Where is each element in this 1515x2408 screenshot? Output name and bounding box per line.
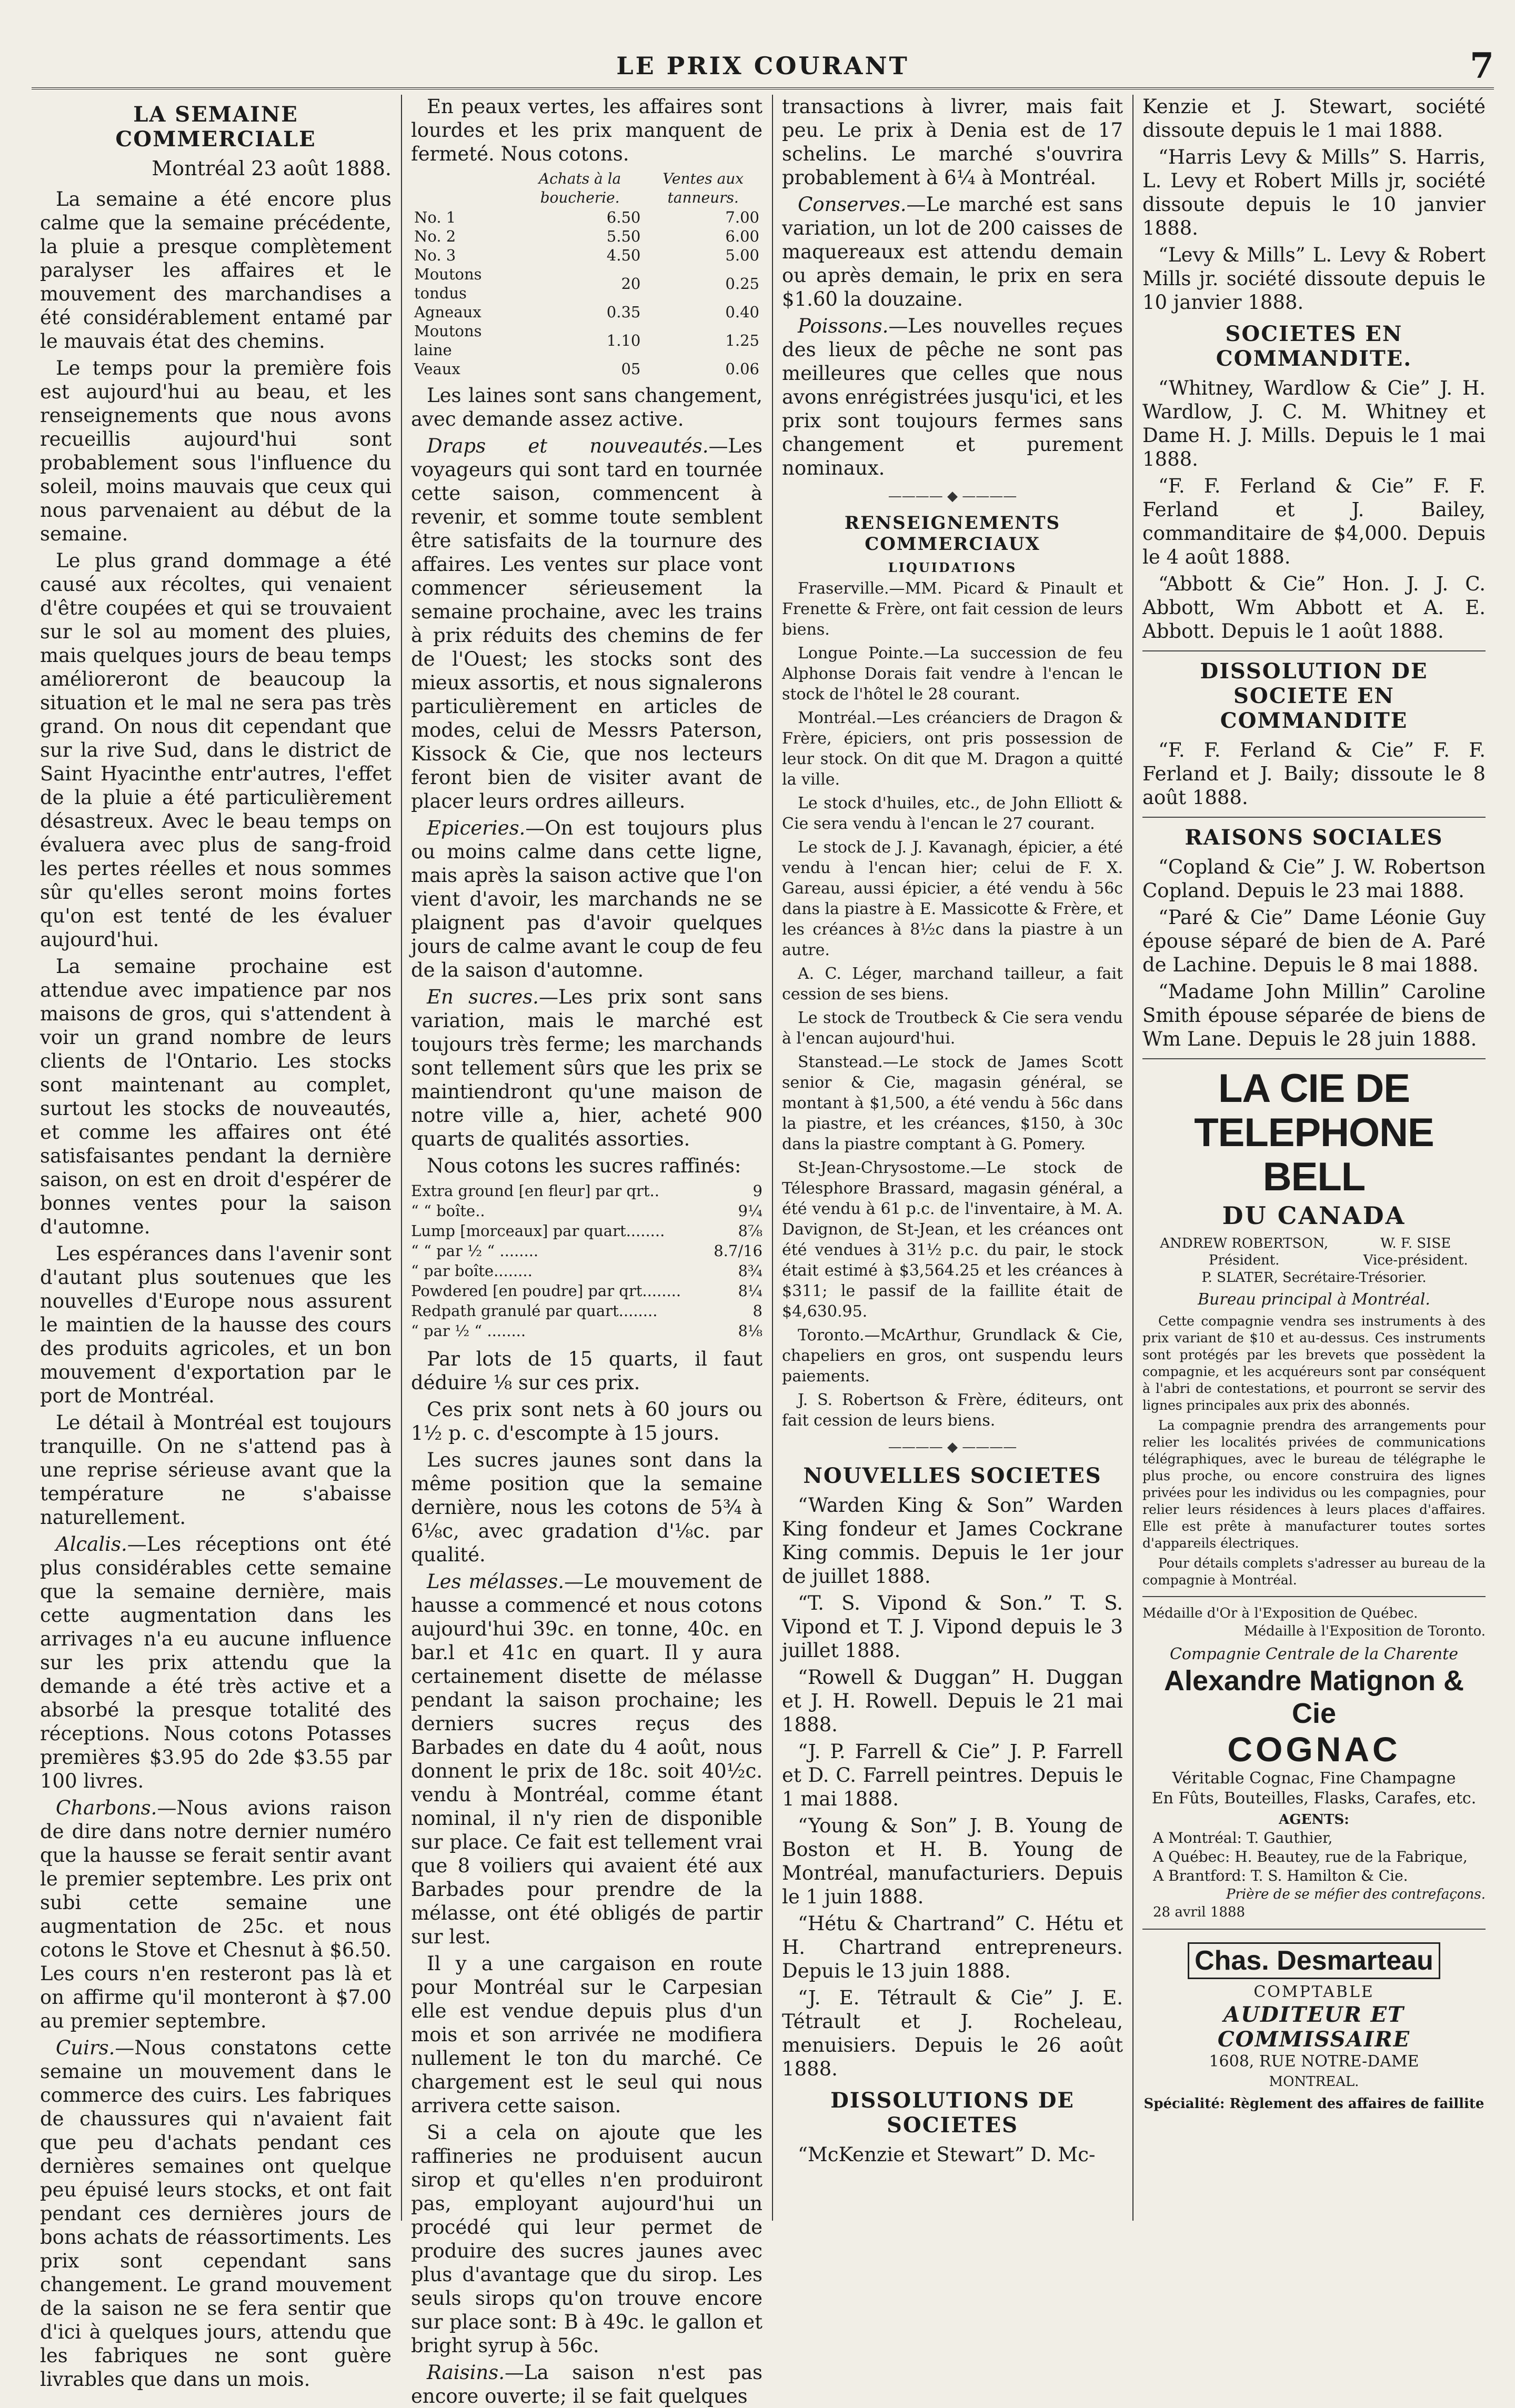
ad-date: 28 avril 1888	[1153, 1904, 1246, 1920]
subject-label: Raisins.	[427, 2361, 505, 2384]
paragraph	[40, 2036, 392, 2391]
officer-name: ANDREW ROBERTSON,	[1160, 1236, 1329, 1251]
table-cell: 4.50	[606, 246, 641, 264]
list-item	[411, 1281, 762, 1301]
officer-name: W. F. SISE	[1380, 1236, 1451, 1251]
list-item	[411, 1261, 762, 1281]
subject-label: Epiceries.	[427, 817, 526, 839]
paragraph: En peaux vertes, les affaires sont lourdes et les prix manquent de fermeté. Nous cotons.	[411, 95, 762, 165]
ornament-divider	[782, 488, 1123, 504]
column-1	[32, 95, 400, 2391]
section-heading: DISSOLUTION DE SOCIETE EN COMMANDITE	[1200, 659, 1428, 733]
paragraph-text: —On est toujours plus ou moins calme dans cette ligne, mais après la saison active que l'on vient d'avoir, les marchands ne se plaignent pas d'avoir quelques jours de calme avant le coup de feu de la saison d'automne.	[411, 817, 762, 981]
paragraph: Kenzie et J. Stewart, société dissoute depuis le 1 mai 1888.	[1142, 95, 1486, 142]
table-cell: Agneaux	[414, 303, 481, 321]
paragraph-text: —La saison n'est pas encore ouverte; il se fait quelques	[411, 2361, 762, 2407]
paragraph: Nous cotons les sucres raffinés:	[427, 1155, 741, 1177]
table-row	[411, 265, 762, 303]
divider	[1142, 817, 1486, 818]
item-label: Redpath granulé par quart........	[411, 1302, 658, 1320]
paragraph: Le détail à Montréal est toujours tranquille. On ne s'attend pas à une reprise sérieuse avant que la température ne s'abaisse naturellement.	[40, 1411, 392, 1529]
section-heading: SOCIETES EN COMMANDITE.	[1216, 322, 1412, 371]
item-price: 8.7/16	[714, 1242, 762, 1260]
agent: A Québec: H. Beautey, rue de la Fabrique,	[1153, 1848, 1468, 1865]
section-heading: NOUVELLES SOCIETES	[803, 1463, 1102, 1488]
notice: St-Jean-Chrysostome.—Le stock de Télesphore Brassard, magasin général, a été vendu à 61 p.c. de l'inventaire, à M. A. Davignon, de St-Jean, et les créances ont été vendues à 31½ p.c. du pair, le stock était estimé à $3,564.25 et les créances à $311; le passif de la faillite était de $4,630.95.	[782, 1159, 1123, 1321]
subsection-heading: LIQUIDATIONS	[888, 560, 1017, 575]
paragraph: “Whitney, Wardlow & Cie” J. H. Wardlow, J. C. M. Whitney et Dame H. J. Mills. Depuis le 1 mai 1888.	[1142, 377, 1486, 470]
notice: A. C. Léger, marchand tailleur, a fait cession de ses biens.	[782, 965, 1123, 1004]
paragraph	[411, 816, 762, 982]
subject-label: Draps et nouveautés.	[427, 435, 709, 457]
ad-body: La compagnie prendra des arrangements pour relier les localités privées de communications télégraphiques, avec le bureau de télégraphe le plus proche, ou encore construira des lignes privées pour les individus ou les compagnies, pour relier leurs résidences à leurs places d'affaires. Elle est prête à manufacturer toutes sortes d'appareils électriques.	[1142, 1418, 1486, 1551]
ad-body: Pour détails complets s'adresser au bureau de la compagnie à Montréal.	[1142, 1556, 1486, 1588]
officer-role: Vice-président.	[1363, 1252, 1468, 1268]
item-label: “ “ boîte..	[411, 1202, 485, 1220]
bell-telephone-ad	[1142, 1067, 1486, 1589]
medal-line: Médaille à l'Exposition de Toronto.	[1243, 1623, 1486, 1639]
list-item	[411, 1221, 762, 1241]
list-item	[411, 1301, 762, 1321]
table-cell: 6.50	[606, 208, 641, 226]
table-row	[411, 246, 762, 265]
paragraph: “McKenzie et Stewart” D. Mc-	[798, 2143, 1096, 2166]
paragraph-text: —Nous constatons cette semaine un mouvement dans le commerce des cuirs. Les fabriques de chaussures qui n'avaient fait que peu d'achats pendant ces dernières semaines ont quelque peu épuisé leurs stocks, et ont fait pendant ces dernières jours de bons achats de réassortiments. Les prix sont cependant sans changement. Le grand mouvement de la saison ne se fera sentir que d'ici à quelques jours, attendu que les fabriques ne sont guère livrables que dans un mois.	[40, 2036, 392, 2391]
list-item	[411, 1201, 762, 1221]
officer-role: Président.	[1208, 1252, 1280, 1268]
table-header	[411, 169, 516, 208]
notice: J. S. Robertson & Frère, éditeurs, ont fait cession de leurs biens.	[782, 1391, 1123, 1430]
item-price: 9	[753, 1182, 762, 1200]
table-cell: 05	[621, 360, 641, 378]
page-number: 7	[1470, 45, 1494, 86]
officer: P. SLATER, Secrétaire-Trésorier.	[1201, 1270, 1427, 1286]
cognac-ad	[1142, 1604, 1486, 1921]
table-row	[411, 208, 762, 227]
sugar-price-list	[411, 1181, 762, 1341]
column-rule	[401, 95, 402, 2221]
paragraph	[411, 985, 762, 1151]
page-columns	[32, 95, 1494, 2407]
paragraph: “Hétu & Chartrand” C. Hétu et H. Chartrand entrepreneurs. Depuis le 13 juin 1888.	[782, 1912, 1123, 1982]
paragraph: Les espérances dans l'avenir sont d'autant plus soutenues que les nouvelles d'Europe nous assurent le maintien de la hausse des cours des produits agricoles, et un bon mouvement d'exportation par le port de Montréal.	[40, 1242, 392, 1407]
paragraph	[782, 193, 1123, 311]
divider	[1142, 1929, 1486, 1930]
item-price: 8⅛	[738, 1322, 762, 1340]
table-cell: 6.00	[725, 227, 759, 245]
ad-specialty: Spécialité: Règlement des affaires de faillite	[1143, 2096, 1484, 2112]
paragraph: Le temps pour la première fois est aujourd'hui au beau, et les renseignements que nous avons recueillis aujourd'hui sont probablement sous l'influence du soleil, moins mauvais que ceux qui nous parvenaient au début de la semaine.	[40, 357, 392, 545]
section-heading: LA SEMAINE COMMERCIALE	[115, 102, 316, 152]
item-label: Lump [morceaux] par quart........	[411, 1222, 665, 1240]
agents-list	[1142, 1829, 1486, 1885]
table-header-row	[411, 169, 762, 208]
paragraph-text: —Les prix sont sans variation, mais le marché est toujours très ferme; les marchands sont tellement sûrs que les prix se maintiendront qu'une maison de notre ville a, hier, acheté 900 quarts de qualités assorties.	[411, 986, 762, 1150]
notice: Toronto.—McArthur, Grundlack & Cie, chapeliers en gros, ont suspendu leurs paiements.	[782, 1326, 1123, 1386]
paragraph: “T. S. Vipond & Son.” T. S. Vipond et T. J. Vipond depuis le 3 juillet 1888.	[782, 1592, 1123, 1662]
item-price: 8¾	[738, 1262, 762, 1280]
dateline: Montréal 23 août 1888.	[152, 157, 392, 180]
table-row	[411, 303, 762, 322]
paragraph: “Levy & Mills” L. Levy & Robert Mills jr. société dissoute depuis le 10 janvier 1888.	[1142, 244, 1486, 314]
paragraph: Il y a une cargaison en route pour Montréal sur le Carpesian elle est vendue depuis plus d'un mois et son arrivée ne modifiera nullement le ton du marché. Ce chargement est le seul qui nous arrivera cette saison.	[411, 1952, 762, 2117]
table-cell: 20	[621, 275, 641, 293]
ad-role: COMPTABLE	[1253, 1983, 1374, 2001]
table-cell: 0.35	[606, 303, 641, 321]
subject-label: Charbons.	[56, 1797, 157, 1819]
masthead	[32, 42, 1494, 89]
table-cell: 1.10	[606, 332, 641, 349]
paragraph: “Warden King & Son” Warden King fondeur et James Cockrane King commis. Depuis le 1er jour de juillet 1888.	[782, 1494, 1123, 1588]
desmarteau-ad	[1142, 1937, 1486, 2113]
table-cell: 5.50	[606, 227, 641, 245]
notice: Le stock d'huiles, etc., de John Elliott & Cie sera vendu à l'encan le 27 courant.	[782, 794, 1123, 833]
notice: Le stock de J. J. Kavanagh, épicier, a été vendu à l'encan hier; celui de F. X. Gareau, aussi épicier, a été vendu à 56c dans la piastre à E. Massicotte & Frère, et les créances à 8½c dans la piastre à un autre.	[782, 838, 1123, 959]
notice: Fraserville.—MM. Picard & Pinault et Frenette & Frère, ont fait cession de leurs biens.	[782, 579, 1123, 639]
item-price: 8¼	[738, 1282, 762, 1300]
paragraph: “J. P. Farrell & Cie” J. P. Farrell et D. C. Farrell peintres. Depuis le 1 mai 1888.	[782, 1740, 1123, 1810]
ad-subtitle: DU CANADA	[1222, 1201, 1406, 1230]
paragraph: “Young & Son” J. B. Young de Boston et H. B. Young de Montréal, manufacturiers. Depuis le 1 juin 1888.	[782, 1814, 1123, 1908]
subject-label: Conserves.	[798, 193, 907, 216]
paragraph: “Paré & Cie” Dame Léonie Guy épouse séparé de bien de A. Paré de Lachine. Depuis le 8 mai 1888.	[1142, 906, 1486, 976]
notice: Montréal.—Les créanciers de Dragon & Frère, épiciers, ont pris possession de leur stock. On dit que M. Dragon a quitté la ville.	[782, 709, 1123, 789]
paragraph: “Madame John Millin” Caroline Smith épouse séparée de biens de Wm Lane. Depuis le 28 juin 1888.	[1142, 980, 1486, 1050]
table-header: Achats à la boucherie.	[538, 170, 621, 206]
divider	[1142, 650, 1486, 651]
item-price: 9¼	[738, 1202, 762, 1220]
table-cell: 0.06	[725, 360, 759, 378]
product-line: En Fûts, Bouteilles, Flasks, Carafes, etc.	[1151, 1789, 1477, 1808]
paragraph	[782, 314, 1123, 480]
table-row	[411, 359, 762, 378]
product-line: Véritable Cognac, Fine Champagne	[1172, 1769, 1456, 1788]
ad-body: Cette compagnie vendra ses instruments à des prix variant de $10 et au-dessus. Ces instruments sont protégés par les brevets que possèdent la compagnie, et les acquéreurs sont par conséquent à l'abri de contestations, et pourront se servir des lignes principales aux prix des abonnés.	[1142, 1313, 1486, 1413]
brand-logo: COGNAC	[1227, 1730, 1401, 1769]
ad-role: AUDITEUR ET COMMISSAIRE	[1217, 2002, 1411, 2052]
item-label: “ par ½ “ ........	[411, 1322, 526, 1340]
item-price: 8	[753, 1302, 762, 1320]
paragraph: transactions à livrer, mais fait peu. Le prix à Denia est de 17 schelins. Le marché s'ouvrira probablement à 6¼ à Montréal.	[782, 95, 1123, 189]
section-heading: RENSEIGNEMENTS COMMERCIAUX	[844, 513, 1061, 555]
column-rule	[772, 95, 773, 2221]
subject-label: Alcalis.	[56, 1533, 127, 1556]
item-label: Powdered [en poudre] par qrt........	[411, 1282, 681, 1300]
paragraph	[40, 1796, 392, 2033]
paragraph: “Harris Levy & Mills” S. Harris, L. Levy et Robert Mills jr, société dissoute depuis le 10 janvier 1888.	[1142, 146, 1486, 239]
column-3	[774, 95, 1131, 2221]
company-line: Compagnie Centrale de la Charente	[1169, 1645, 1459, 1663]
newspaper-title: LE PRIX COURANT	[616, 52, 909, 80]
paragraph: “F. F. Ferland & Cie” F. F. Ferland et J. Bailey, commanditaire de $4,000. Depuis le 4 août 1888.	[1142, 475, 1486, 568]
notice: Le stock de Troutbeck & Cie sera vendu à l'encan aujourd'hui.	[782, 1009, 1123, 1048]
hides-price-table	[411, 169, 762, 378]
ornament-divider	[782, 1439, 1123, 1455]
section-heading: DISSOLUTIONS DE SOCIETES	[830, 2088, 1075, 2138]
table-cell: 0.40	[725, 303, 759, 321]
agent: A Brantford: T. S. Hamilton & Cie.	[1153, 1867, 1408, 1884]
paragraph: “Abbott & Cie” Hon. J. J. C. Abbott, Wm Abbott et A. E. Abbott. Depuis le 1 août 1888.	[1142, 573, 1486, 643]
table-row	[411, 227, 762, 246]
table-cell: 7.00	[725, 208, 759, 226]
table-cell: 0.25	[725, 275, 759, 293]
table-cell: No. 2	[414, 227, 456, 245]
table-cell: Moutons laine	[414, 322, 482, 359]
paragraph: “J. E. Tétrault & Cie” J. E. Tétrault et J. Rocheleau, menuisiers. Depuis le 26 août 1888.	[782, 1986, 1123, 2080]
table-cell: Veaux	[414, 360, 460, 378]
notice: Stanstead.—Le stock de James Scott senior & Cie, magasin général, se montant à $1,500, a été vendu à 56c dans la piastre, et les créances, $150, à 30c dans la piastre comptant à G. Pomery.	[782, 1053, 1123, 1153]
officer	[1363, 1235, 1468, 1269]
ad-office: Bureau principal à Montréal.	[1198, 1290, 1430, 1309]
subject-label: En sucres.	[427, 986, 539, 1008]
paragraph-text: —Nous avions raison de dire dans notre dernier numéro que la hausse se ferait sentir avant le premier septembre. Les prix ont subi cette semaine une augmentation de 25c. et nous cotons le Stove et Chesnut à $6.50. Les cours n'en resteront pas là et on affirme qu'il monteront à $7.00 au premier septembre.	[40, 1797, 392, 2032]
paragraph: Le plus grand dommage a été causé aux récoltes, qui venaient d'être coupées et qui se trouvaient sur le sol au moment des pluies, mais quelques jours de beau temps amélioreront de beaucoup la situation et le mal ne sera pas très grand. On nous dit cependant que sur la rive Sud, dans le district de Saint Hyacinthe entr'autres, l'effet de la pluie a été particulièrement désastreux. Avec le beau temps on évaluera avec plus de sang-froid les pertes réelles et nous sommes sûr qu'elles seront moins fortes qu'on est tenté de les évaluer aujourd'hui.	[40, 549, 392, 951]
paragraph: “Rowell & Duggan” H. Duggan et J. H. Rowell. Depuis le 21 mai 1888.	[782, 1666, 1123, 1736]
item-price: 8⅞	[738, 1222, 762, 1240]
divider	[1142, 1058, 1486, 1059]
subject-label: Cuirs.	[56, 2036, 115, 2059]
paragraph-text: —Le mouvement de hausse a commencé et nous cotons aujourd'hui 39c. en tonne, 40c. en bar.l et 41c en quart. Il y aura certainement disette de mélasse pendant la saison prochaine; les derniers sucres reçus des Barbades en date du 4 août, nous donnent le prix de 18c. soit 40½c. vendu à Montréal, comme étant nominal, il n'y rien de disponible sur place. Ce fait est tellement vrai que 8 voiliers qui avaient été aux Barbades pour prendre de la mélasse, ont été obligés de partir sur lest.	[411, 1570, 762, 1948]
table-cell: No. 3	[414, 246, 456, 264]
list-item	[411, 1321, 762, 1341]
subject-label: Les mélasses.	[427, 1570, 565, 1593]
paragraph: Les laines sont sans changement, avec demande assez active.	[411, 384, 762, 430]
list-item	[411, 1241, 762, 1261]
ad-city: MONTREAL.	[1269, 2074, 1359, 2090]
table-cell: 1.25	[725, 332, 759, 349]
paragraph: La semaine prochaine est attendue avec impatience par nos maisons de gros, qui s'attendent à voir un grand nombre de leurs clients de l'Ontario. Les stocks sont maintenant au complet, surtout les stocks de nouveautés, et comme les affaires ont été satisfaisantes pendant la dernière saison, on est en droit d'espérer de bonnes ventes pour la saison d'automne.	[40, 955, 392, 1238]
warning-line: Prière de se méfier des contrefaçons.	[1226, 1887, 1486, 1902]
paragraph	[40, 1532, 392, 1793]
table-cell: No. 1	[414, 208, 456, 226]
notice: Longue Pointe.—La succession de feu Alphonse Dorais fait vendre à l'encan le stock de l'hôtel le 28 courant.	[782, 644, 1123, 704]
officers	[1142, 1235, 1486, 1269]
notices-list	[782, 578, 1123, 1431]
item-label: Extra ground [en fleur] par qrt..	[411, 1182, 659, 1200]
paragraph: Par lots de 15 quarts, il faut déduire ⅛ sur ces prix.	[411, 1348, 762, 1394]
officer	[1160, 1235, 1328, 1269]
ad-title: LA CIE DE TELEPHONE BELL	[1194, 1066, 1434, 1199]
table-header: Ventes aux tanneurs.	[663, 170, 744, 206]
column-2	[403, 95, 771, 2407]
column-rule	[1132, 95, 1133, 2221]
ad-name: Alexandre Matignon & Cie	[1163, 1665, 1464, 1729]
table-cell: Moutons tondus	[414, 265, 482, 302]
subject-label: Poissons.	[798, 315, 889, 337]
paragraph: Si a cela on ajoute que les raffineries ne produisent aucun sirop et qu'elles n'en produiront pas, employant aujourd'hui un procédé qui leur permet de produire des sucres jaunes avec plus d'avantage que du sirop. Les seuls sirops qu'on trouve encore sur place sont: B à 49c. le gallon et bright syrup à 56c.	[411, 2121, 762, 2357]
divider	[1142, 1596, 1486, 1597]
section-heading: RAISONS SOCIALES	[1185, 825, 1443, 850]
agents-label: AGENTS:	[1279, 1812, 1349, 1828]
paragraph: Ces prix sont nets à 60 jours ou 1½ p. c. d'escompte à 15 jours.	[411, 1398, 762, 1444]
paragraph: “Copland & Cie” J. W. Robertson Copland. Depuis le 23 mai 1888.	[1142, 856, 1486, 902]
medal-line: Médaille d'Or à l'Exposition de Québec.	[1142, 1606, 1418, 1621]
paragraph	[411, 2361, 762, 2408]
column-4	[1134, 95, 1494, 2221]
paragraph-text: —Les voyageurs qui sont tard en tournée cette saison, commencent à revenir, et somme toute semblent être satisfaits de la tournure des affaires. Les ventes sur place vont commencer sérieusement la semaine prochaine, avec les trains à prix réduits des chemins de fer de l'Ouest; les stocks sont des mieux assortis, et nous signalerons particulièrement en articles de modes, celui de Messrs Paterson, Kissock & Cie, que nos lecteurs feront bien de visiter avant de placer leurs ordres ailleurs.	[411, 435, 762, 812]
table-row	[411, 322, 762, 359]
list-item	[411, 1181, 762, 1201]
item-label: “ “ par ½ “ ........	[411, 1242, 539, 1260]
table-cell: 5.00	[725, 246, 759, 264]
item-label: “ par boîte........	[411, 1262, 533, 1280]
paragraph	[411, 1570, 762, 1949]
masthead-rule	[32, 87, 1494, 89]
paragraph-text: —Le marché est sans variation, un lot de 200 caisses de maquereaux est attendu demain ou après demain, le prix en sera $1.60 la douzaine.	[782, 193, 1123, 310]
paragraph-text: —Les nouvelles reçues des lieux de pêche ne sont pas meilleures que celles que nous avons enrégistrées jusqu'ici, et les prix sont toujours fermes sans changement et purement nominaux.	[782, 315, 1123, 479]
paragraph	[411, 434, 762, 813]
agent: A Montréal: T. Gauthier,	[1153, 1829, 1333, 1847]
paragraph-text: —Les réceptions ont été plus considérables cette semaine que la semaine dernière, mais cette augmentation dans les arrivages n'a eu aucune influence sur les prix attendu que la demande a été très active et a absorbé la presque totalité des réceptions. Nous cotons Potasses premières $3.95 do 2de $3.55 par 100 livres.	[40, 1533, 392, 1792]
paragraph: “F. F. Ferland & Cie” F. F. Ferland et J. Baily; dissoute le 8 août 1888.	[1142, 739, 1486, 809]
paragraph: Les sucres jaunes sont dans la même position que la semaine dernière, nous les cotons de 5¾ à 6⅛c, avec gradation d'⅛c. par qualité.	[411, 1449, 762, 1566]
ad-address: 1608, RUE NOTRE-DAME	[1209, 2052, 1419, 2071]
paragraph: La semaine a été encore plus calme que la semaine précédente, la pluie a presque complètement paralyser les affaires et le mouvement des marchandises a été considérablement entamé par le mauvais état des chemins.	[40, 188, 392, 353]
ad-name: Chas. Desmarteau	[1188, 1942, 1440, 1979]
